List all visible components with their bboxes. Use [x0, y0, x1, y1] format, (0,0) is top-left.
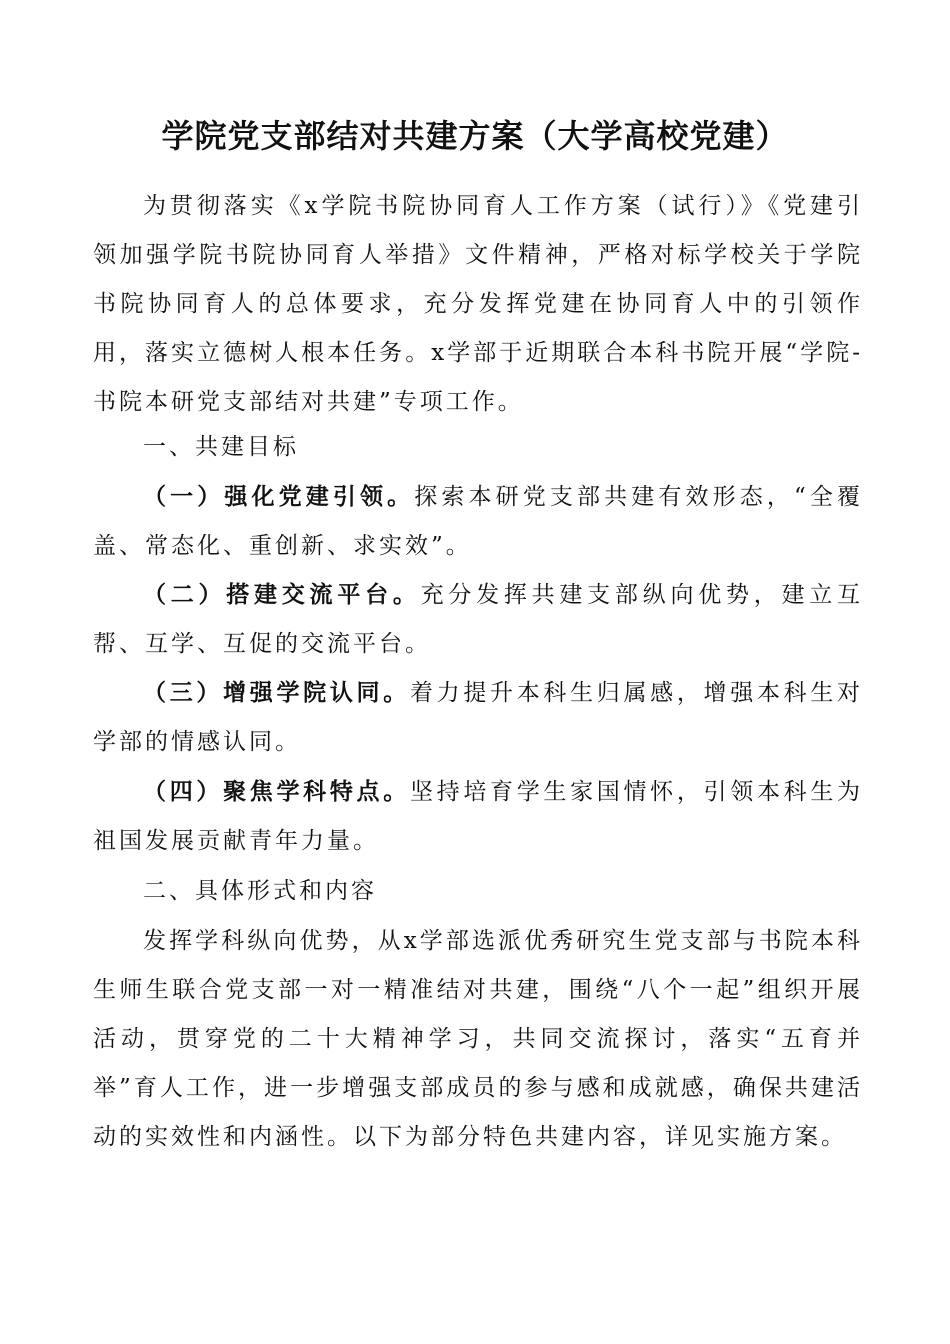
intro-paragraph: 为贯彻落实《x学院书院协同育人工作方案（试行）》《党建引领加强学院书院协同育人举措》文件精神，严格对标学校关于学院书院协同育人的总体要求，充分发挥党建在协同育人中的引领作用，落实立德树人根本任务。x学部于近期联合本科书院开展“学院-书院本研党支部结对共建”专项工作。	[93, 193, 863, 415]
section1-heading: 一、共建目标	[143, 434, 299, 460]
goal-item-3-lead: （三）增强学院认同。	[143, 680, 410, 706]
goal-item-2	[93, 571, 863, 669]
goal-item-4	[93, 768, 863, 866]
goal-item-1-lead: （一）强化党建引领。	[143, 484, 415, 510]
section2-heading: 二、具体形式和内容	[143, 878, 377, 904]
goal-item-4-text: 坚持培育学生家国情怀，引领本科生为祖国发展贡献青年力量。	[93, 779, 864, 854]
goal-item-1	[93, 473, 863, 571]
goal-item-3	[93, 669, 863, 767]
section2-paragraph: 发挥学科纵向优势，从x学部选派优秀研究生党支部与书院本科生师生联合党支部一对一精准结对共建，围绕“八个一起”组织开展活动，贯穿党的二十大精神学习，共同交流探讨，落实“五育并举”育人工作，进一步增强支部成员的参与感和成就感，确保共建活动的实效性和内涵性。以下为部分特色共建内容，详见实施方案。	[93, 928, 863, 1150]
goal-item-4-lead: （四）聚焦学科特点。	[143, 779, 410, 805]
goal-item-2-lead: （二）搭建交流平台。	[143, 582, 421, 608]
document-title: 学院党支部结对共建方案（大学高校党建）	[161, 117, 789, 155]
goal-item-1-text: 探索本研党支部共建有效形态，“全覆盖、常态化、重创新、求实效”。	[93, 484, 863, 559]
goal-item-2-text: 充分发挥共建支部纵向优势，建立互帮、互学、互促的交流平台。	[93, 582, 864, 657]
goal-item-3-text: 着力提升本科生归属感，增强本科生对学部的情感认同。	[93, 680, 864, 755]
